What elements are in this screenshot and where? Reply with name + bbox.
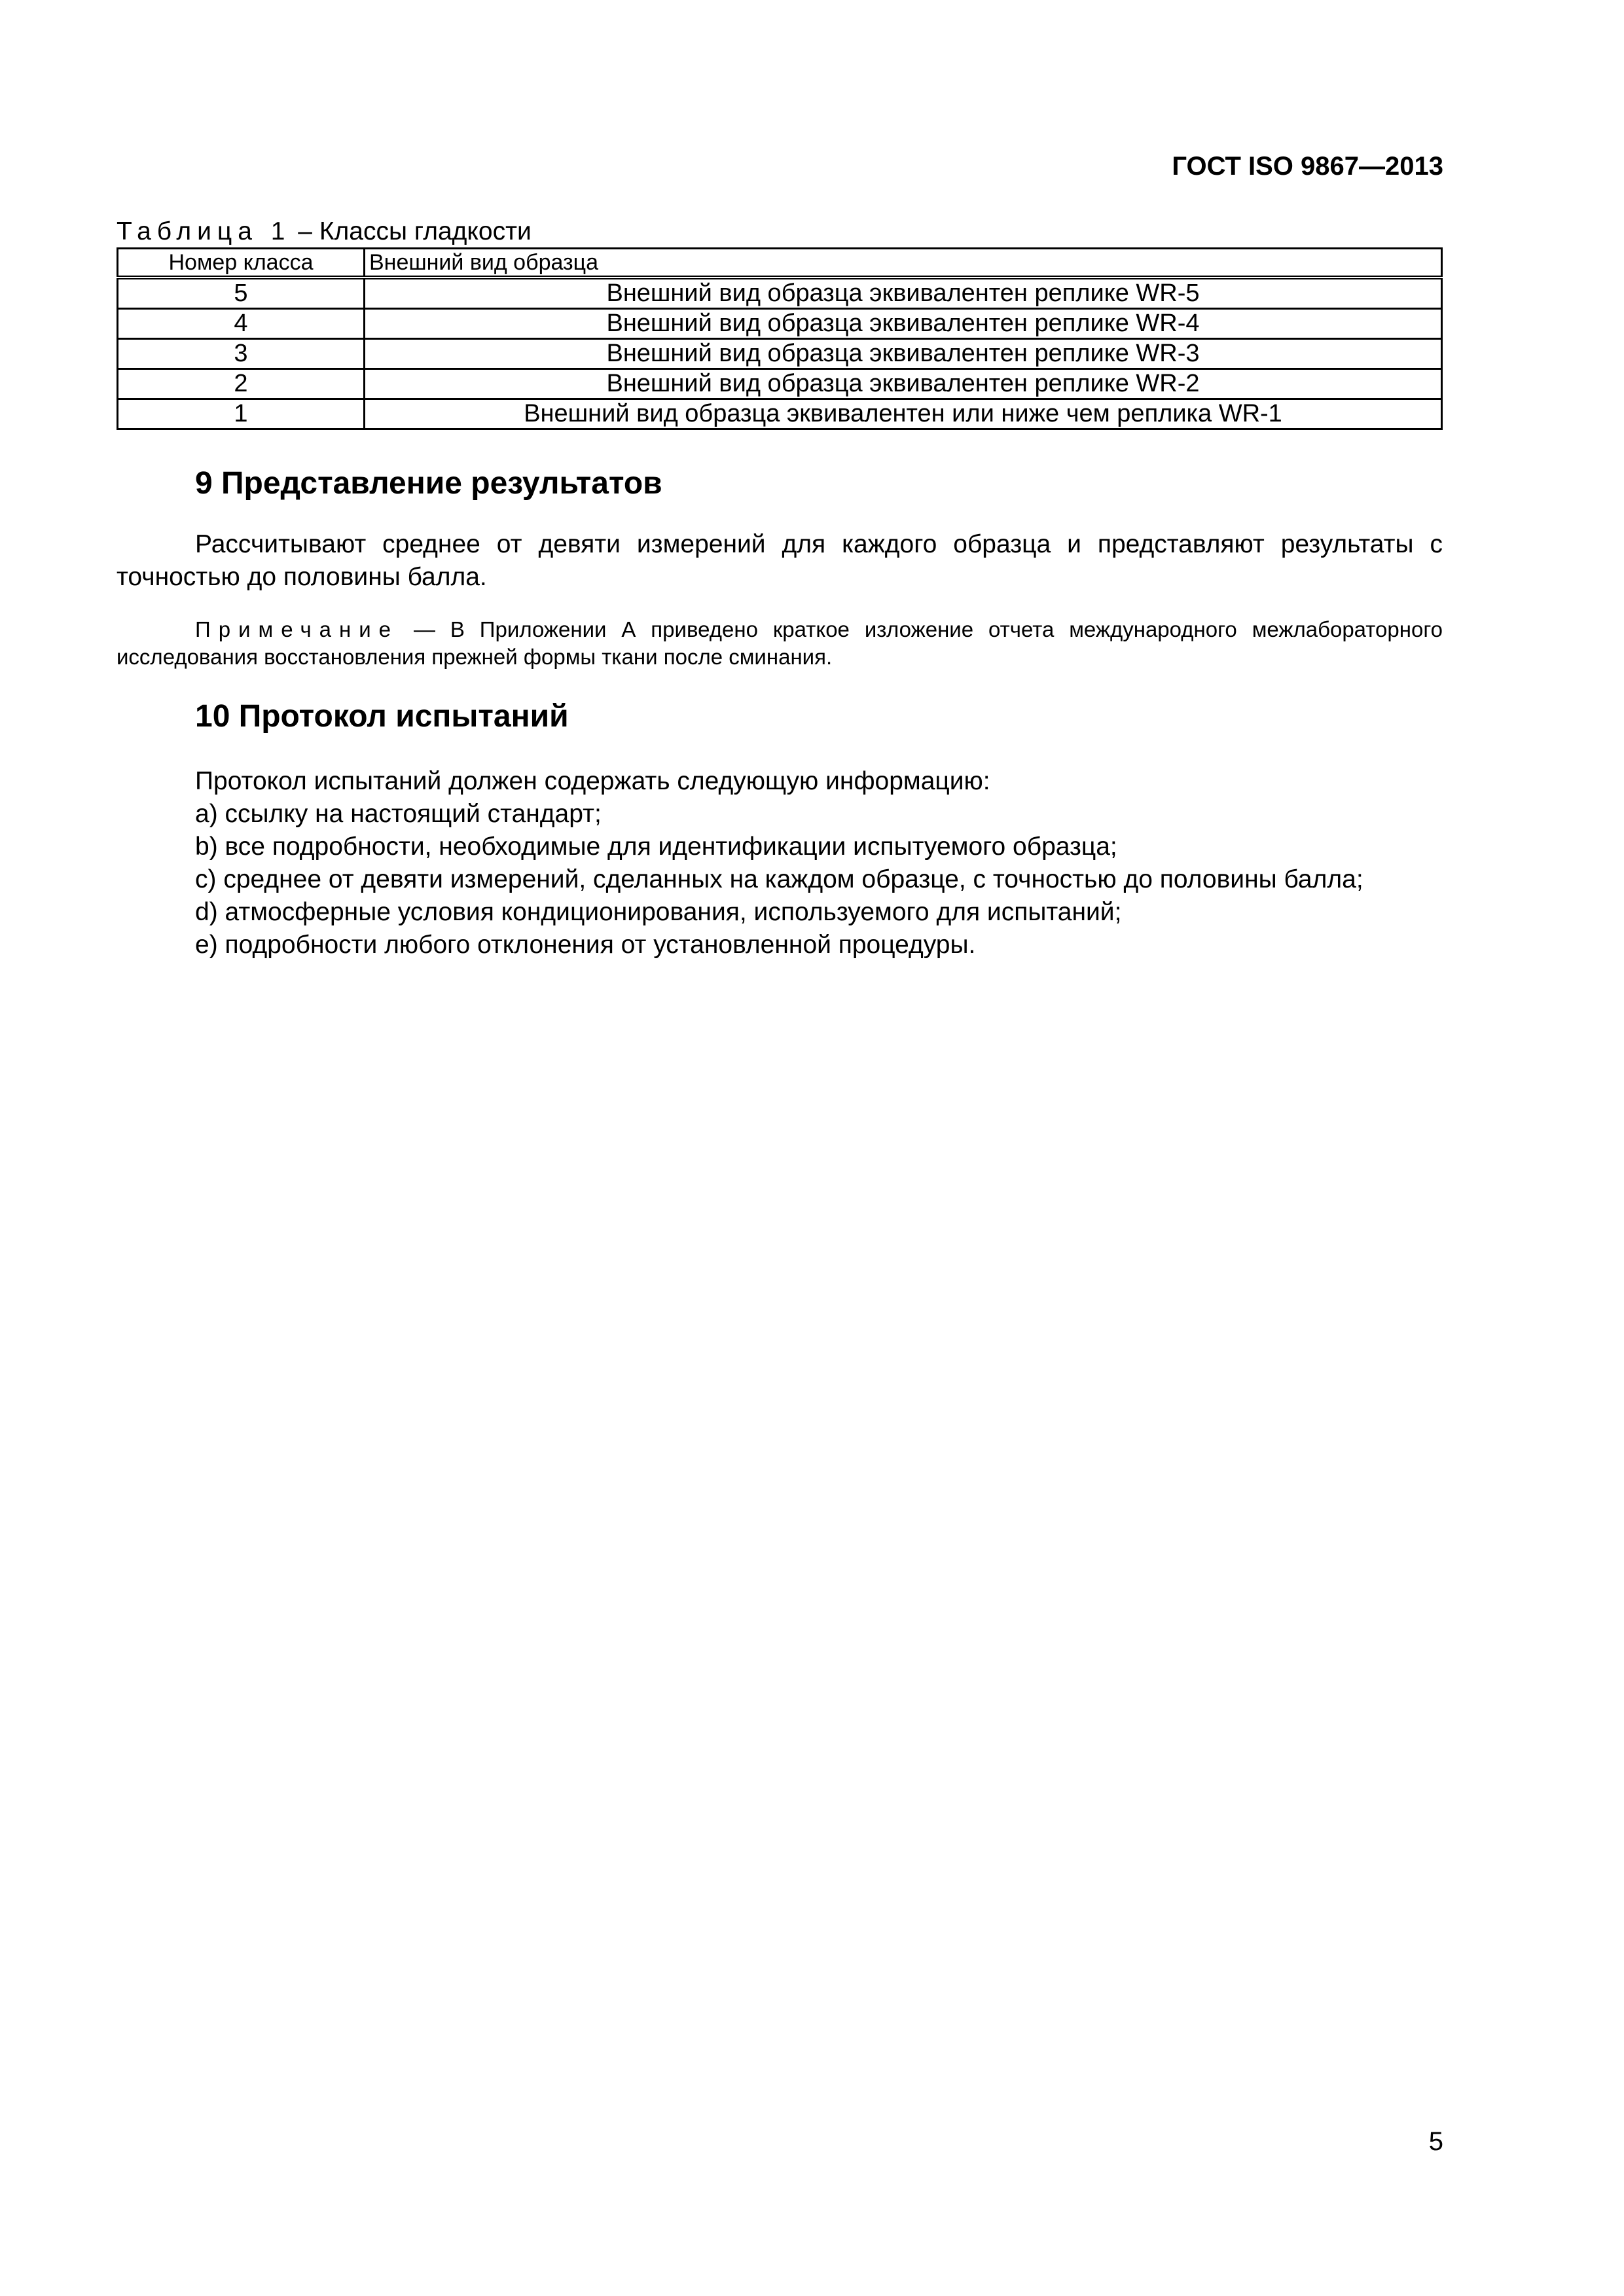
protocol-requirements xyxy=(117,765,1443,961)
table-caption-label: Таблица 1 xyxy=(117,217,291,245)
table-row xyxy=(118,339,1442,369)
column-header-class-number: Номер класса xyxy=(118,249,365,278)
list-item: d) атмосферные условия кондиционирования, используемого для испытаний; xyxy=(195,898,1122,926)
table-row xyxy=(118,309,1442,339)
section-9-paragraph: Рассчитывают среднее от девяти измерений для каждого образца и представляют результаты с точностью до половины балла. xyxy=(117,530,1443,591)
table-row xyxy=(118,369,1442,399)
table-cell-description: Внешний вид образца эквивалентен реплике WR-5 xyxy=(365,278,1442,309)
section-9-heading: 9 Представление результатов xyxy=(195,466,662,501)
table-cell-description: Внешний вид образца эквивалентен реплике WR-3 xyxy=(365,339,1442,369)
table-caption-text: – Классы гладкости xyxy=(298,217,532,245)
section-10-heading: 10 Протокол испытаний xyxy=(195,699,569,734)
note-text: — В Приложении А приведено краткое изложение отчета международного межлабораторного исследования восстановления прежней формы ткани после сминания. xyxy=(117,617,1443,669)
table-cell-class: 1 xyxy=(118,399,365,429)
document-header: ГОСТ ISO 9867—2013 xyxy=(1172,152,1443,181)
list-item: c) среднее от девяти измерений, сделанных на каждом образце, с точностью до половины балла; xyxy=(195,865,1363,893)
protocol-intro: Протокол испытаний должен содержать следующую информацию: xyxy=(195,767,990,795)
table-cell-class: 2 xyxy=(118,369,365,399)
column-header-appearance: Внешний вид образца xyxy=(365,249,1442,278)
section-9-note xyxy=(117,616,1443,671)
table-cell-class: 4 xyxy=(118,309,365,339)
note-label: Примечание xyxy=(195,617,399,641)
table-cell-class: 3 xyxy=(118,339,365,369)
page-number: 5 xyxy=(1428,2127,1443,2156)
table-row xyxy=(118,399,1442,429)
smoothness-classes-table xyxy=(117,247,1443,430)
list-item: a) ссылку на настоящий стандарт; xyxy=(195,800,602,828)
table-cell-description: Внешний вид образца эквивалентен или ниже чем реплика WR-1 xyxy=(365,399,1442,429)
page-content xyxy=(117,216,1443,961)
list-item: e) подробности любого отклонения от установленной процедуры. xyxy=(195,931,976,959)
table-cell-class: 5 xyxy=(118,278,365,309)
list-item: b) все подробности, необходимые для идентификации испытуемого образца; xyxy=(195,833,1117,861)
table-cell-description: Внешний вид образца эквивалентен реплике WR-2 xyxy=(365,369,1442,399)
table-caption xyxy=(117,216,1443,247)
table-header-row xyxy=(118,249,1442,278)
table-row xyxy=(118,278,1442,309)
table-cell-description: Внешний вид образца эквивалентен реплике WR-4 xyxy=(365,309,1442,339)
